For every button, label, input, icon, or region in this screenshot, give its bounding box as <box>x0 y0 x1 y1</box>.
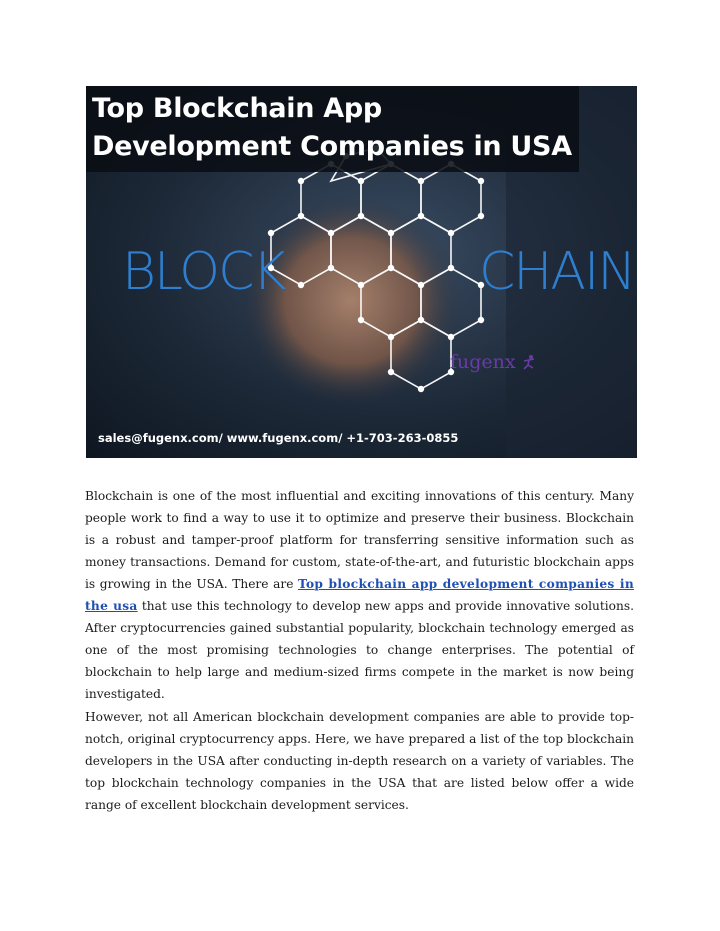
article-paragraph-2 <box>85 706 634 816</box>
logo-text: fugenx <box>450 351 516 373</box>
banner-contact-line: sales@fugenx.com/ www.fugenx.com/ +1-703-263-0855 <box>98 431 459 445</box>
top-companies-link[interactable]: Top blockchain app development companies in the usa <box>85 577 634 613</box>
figure-icon <box>522 354 536 370</box>
banner-title-box <box>86 86 579 172</box>
banner-word-right: CHAIN <box>479 242 635 302</box>
paragraph-1-text-before: Blockchain is one of the most influential and exciting innovations of this century. Many people work to find a way to use it to optimize and preserve their business. Blockchain is a robust and tamper-proof platform for transferring sensitive information such as money transactions. Demand for custom, state-of-the-art, and futuristic blockchain apps is growing in the USA. There are <box>85 489 634 591</box>
paragraph-2-text: However, not all American blockchain development companies are able to provide top-notch, original cryptocurrency apps. Here, we have prepared a list of the top blockchain developers in the USA after conducting in-depth research on a variety of variables. The top blockchain technology companies in the USA that are listed below offer a wide range of excellent blockchain development services. <box>85 710 634 812</box>
paragraph-1-text-after: that use this technology to develop new apps and provide innovative solutions. After cryptocurrencies gained substantial popularity, blockchain technology emerged as one of the most promising technologies to change enterprises. The potential of blockchain to help large and medium-sized firms compete in the market is now being investigated. <box>85 599 634 701</box>
article-paragraph-1 <box>85 485 634 705</box>
hero-banner-image <box>86 86 637 458</box>
company-logo <box>450 351 536 373</box>
banner-title: Top Blockchain App Development Companies in USA <box>92 93 572 162</box>
banner-word-left: BLOCK <box>122 242 285 302</box>
